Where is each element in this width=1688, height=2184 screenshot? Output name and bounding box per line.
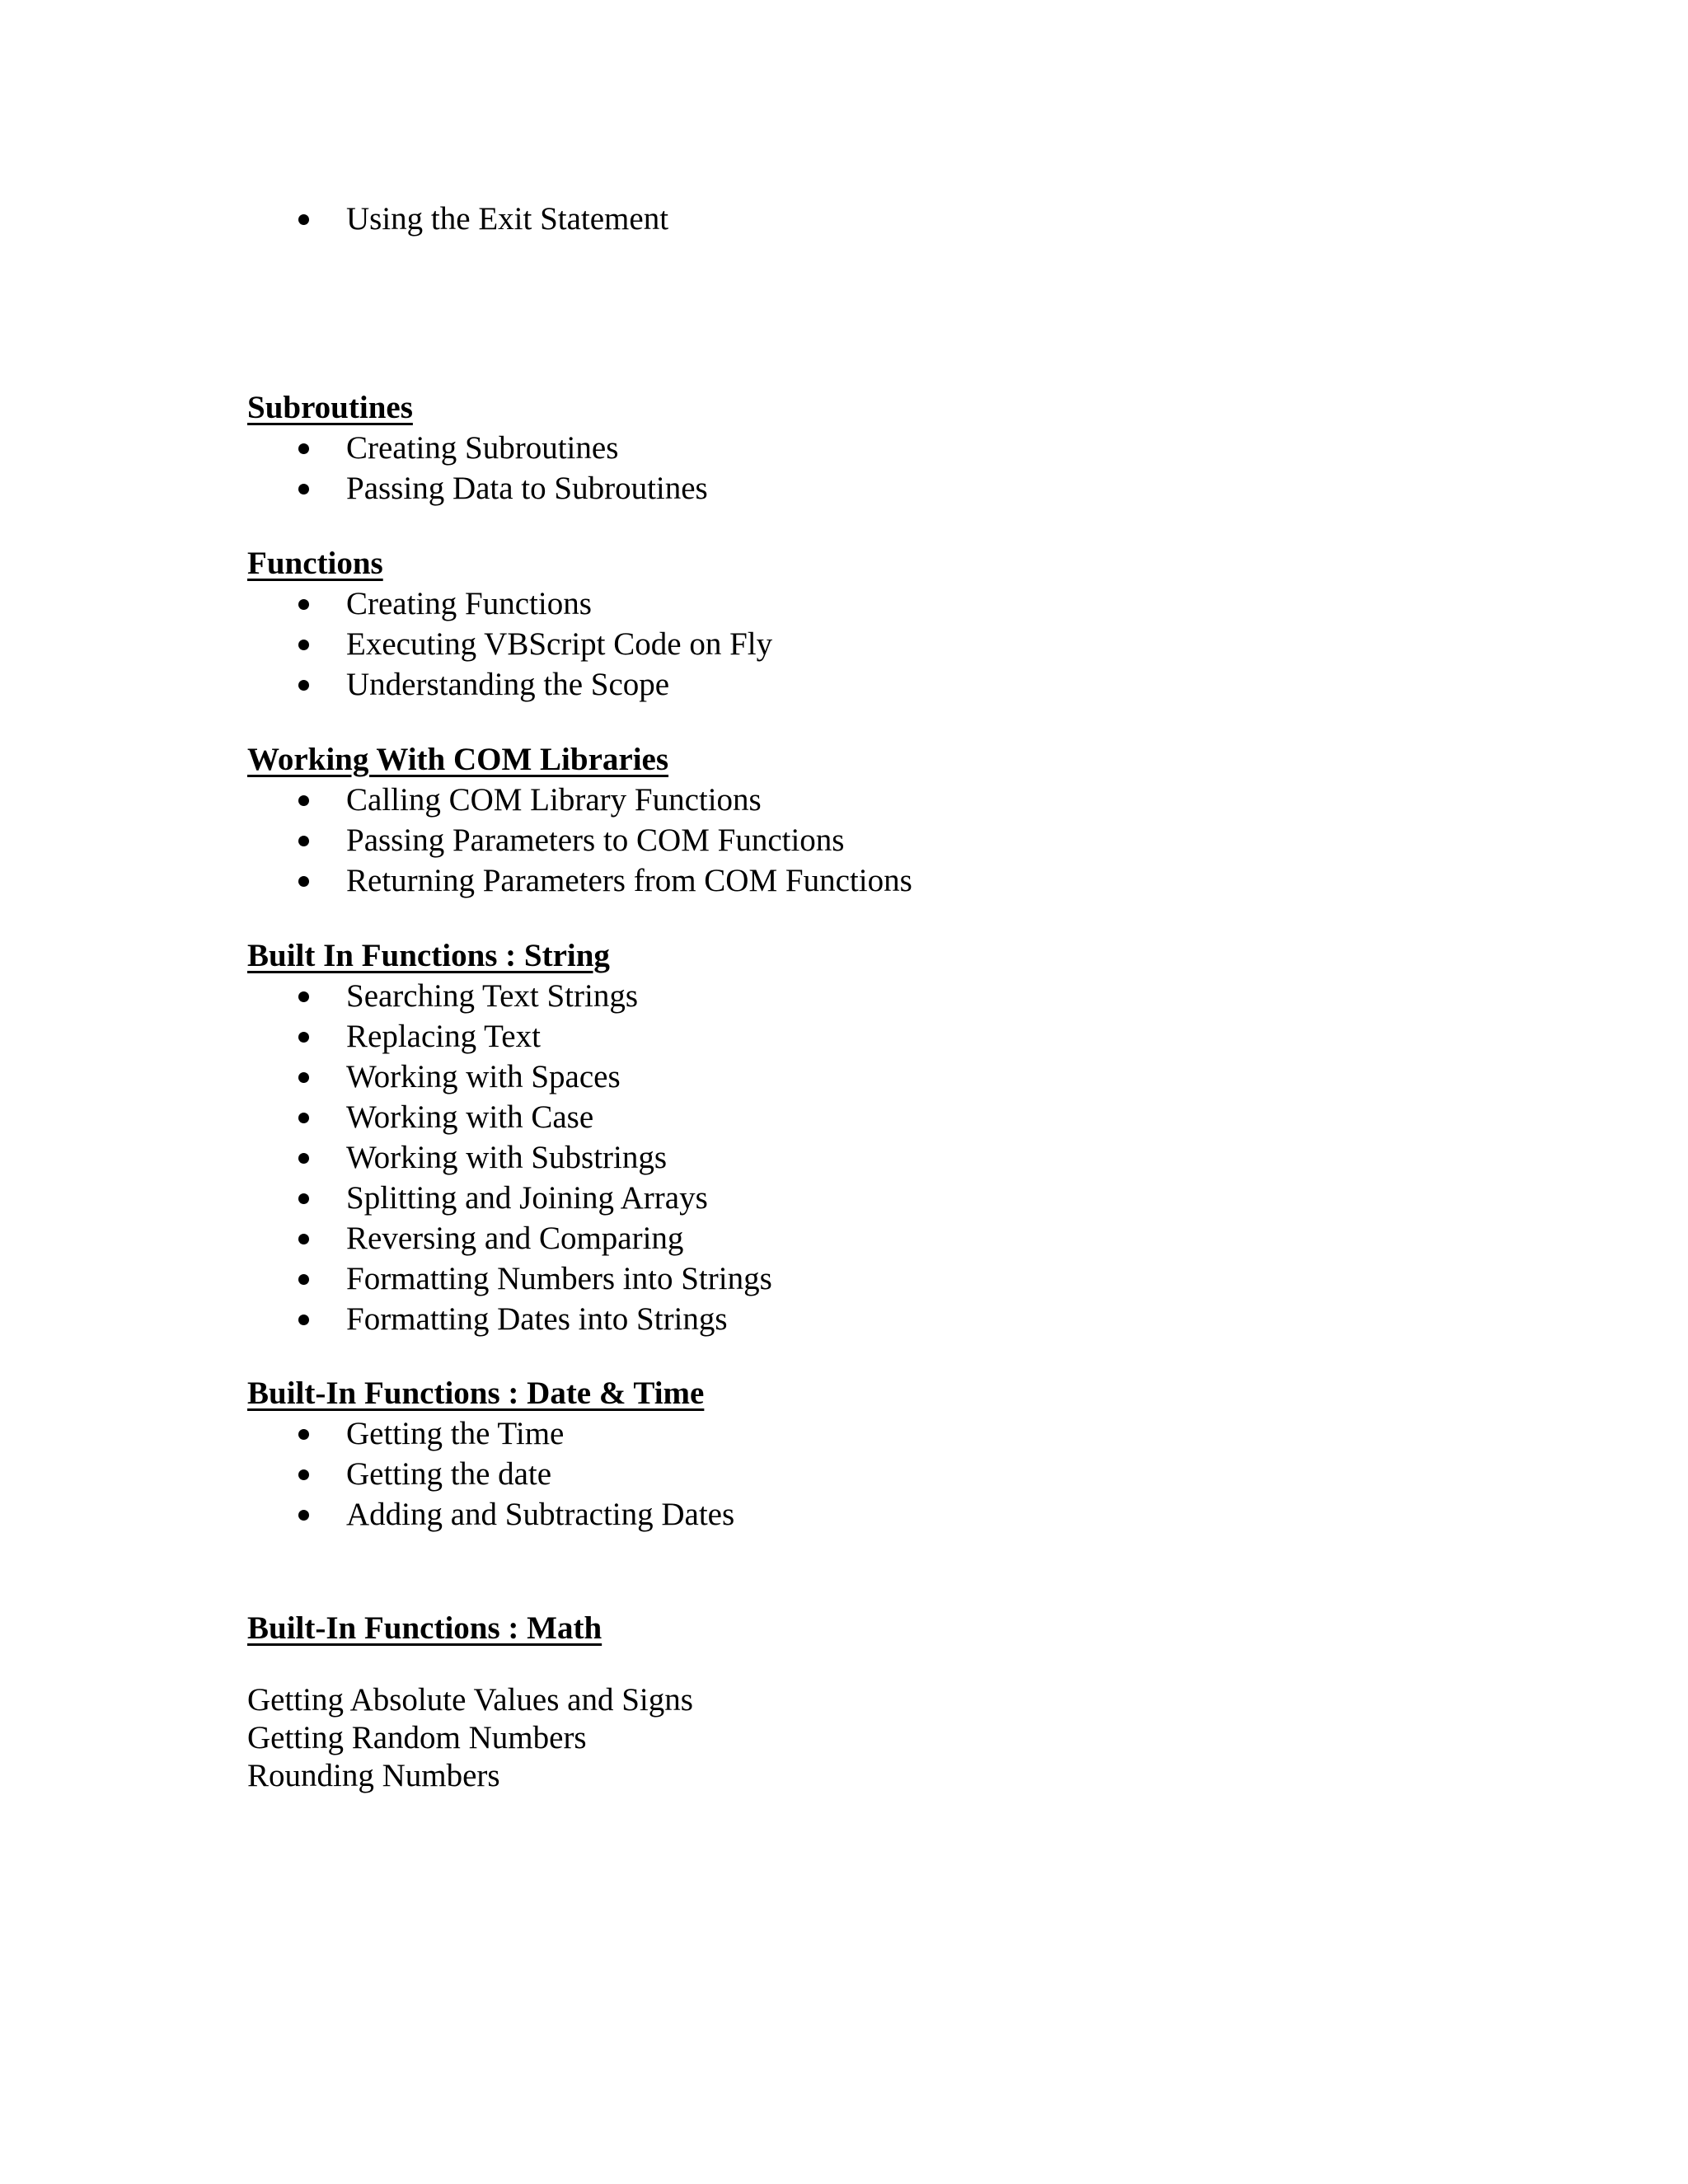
functions-list	[247, 583, 772, 705]
bullet-icon	[298, 1274, 309, 1285]
list-item: Passing Data to Subroutines	[247, 468, 708, 509]
bullet-icon	[298, 1234, 309, 1244]
bullet-icon	[298, 599, 309, 610]
text-line: Rounding Numbers	[247, 1758, 500, 1793]
com-libraries-list	[247, 780, 912, 901]
bullet-icon	[298, 640, 309, 650]
section-heading-math-functions: Built-In Functions : Math	[247, 1610, 603, 1646]
section-heading-functions: Functions	[247, 546, 383, 581]
bullet-icon	[298, 1113, 309, 1123]
list-item: Executing VBScript Code on Fly	[247, 624, 772, 664]
bullet-icon	[298, 1153, 309, 1164]
bullet-icon	[298, 836, 309, 846]
list-item: Creating Functions	[247, 583, 772, 624]
list-item: Getting the Time	[247, 1413, 734, 1454]
bullet-icon	[298, 1429, 309, 1440]
list-item: Replacing Text	[247, 1016, 772, 1057]
list-item: Splitting and Joining Arrays	[247, 1178, 772, 1218]
bullet-icon	[298, 1032, 309, 1043]
bullet-icon	[298, 443, 309, 454]
list-item: Working with Spaces	[247, 1057, 772, 1097]
list-item: Passing Parameters to COM Functions	[247, 820, 912, 860]
list-item: Working with Substrings	[247, 1137, 772, 1178]
bullet-icon	[298, 214, 309, 225]
bullet-icon	[298, 1193, 309, 1204]
section-heading-date-time-functions: Built-In Functions : Date & Time	[247, 1376, 705, 1411]
text-line: Getting Random Numbers	[247, 1720, 587, 1755]
math-functions-lines	[247, 1681, 693, 1795]
date-time-functions-list	[247, 1413, 734, 1535]
subroutines-list	[247, 428, 708, 509]
string-functions-list	[247, 976, 772, 1339]
list-item: Calling COM Library Functions	[247, 780, 912, 820]
top-bullet-list	[247, 199, 668, 239]
list-item: Reversing and Comparing	[247, 1218, 772, 1258]
list-item: Getting the date	[247, 1454, 734, 1494]
list-item: Using the Exit Statement	[247, 199, 668, 239]
section-heading-com-libraries: Working With COM Libraries	[247, 742, 669, 777]
bullet-icon	[298, 795, 309, 806]
bullet-icon	[298, 876, 309, 887]
list-item: Formatting Numbers into Strings	[247, 1258, 772, 1299]
section-heading-string-functions: Built In Functions : String	[247, 938, 610, 973]
bullet-icon	[298, 1469, 309, 1480]
list-item: Understanding the Scope	[247, 664, 772, 705]
list-item: Adding and Subtracting Dates	[247, 1494, 734, 1535]
list-item: Formatting Dates into Strings	[247, 1299, 772, 1339]
list-item: Returning Parameters from COM Functions	[247, 860, 912, 901]
bullet-icon	[298, 484, 309, 494]
text-line: Getting Absolute Values and Signs	[247, 1682, 693, 1718]
section-heading-subroutines: Subroutines	[247, 390, 413, 425]
bullet-icon	[298, 1072, 309, 1083]
list-item: Creating Subroutines	[247, 428, 708, 468]
list-item: Working with Case	[247, 1097, 772, 1137]
bullet-icon	[298, 1510, 309, 1521]
bullet-icon	[298, 680, 309, 691]
bullet-icon	[298, 991, 309, 1002]
list-item: Searching Text Strings	[247, 976, 772, 1016]
bullet-icon	[298, 1315, 309, 1325]
